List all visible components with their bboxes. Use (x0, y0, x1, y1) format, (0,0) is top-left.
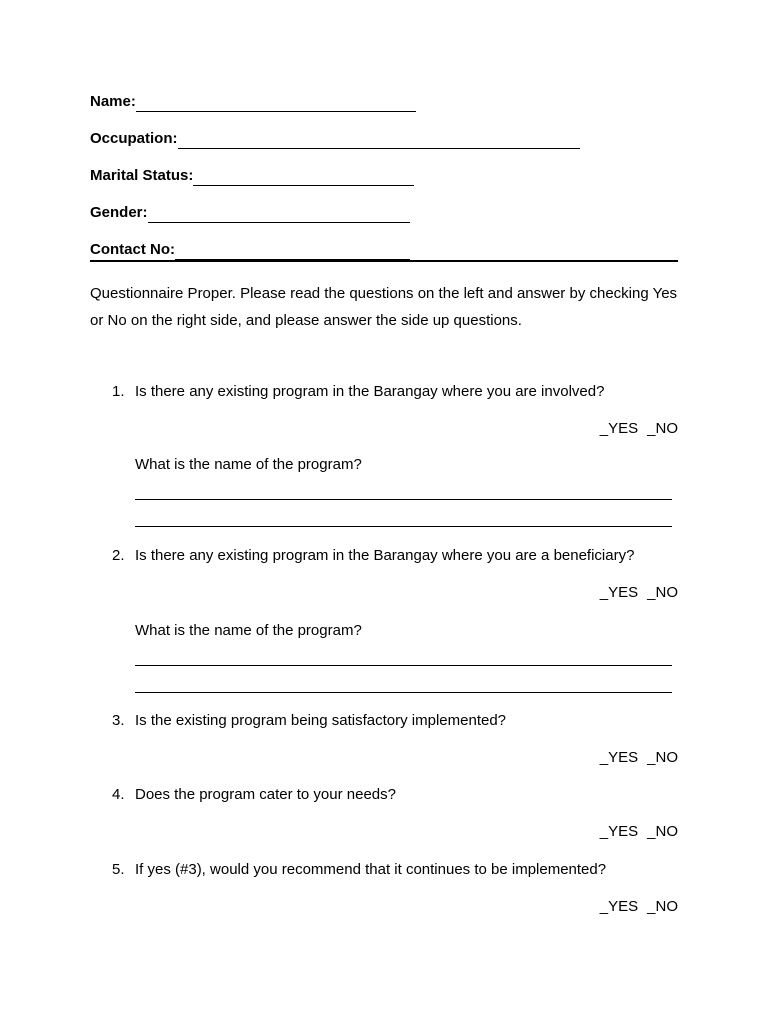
no-option[interactable]: _NO (647, 898, 678, 915)
yes-option[interactable]: _YES (599, 749, 639, 766)
question-5-yes-no (600, 897, 678, 917)
gender-blank-line[interactable] (148, 205, 410, 223)
question-1-followup: What is the name of the program? (135, 456, 362, 473)
question-text: Is there any existing program in the Barangay where you are a beneficiary? (135, 547, 635, 564)
yes-option[interactable]: _YES (599, 823, 639, 840)
question-number: 2. (112, 547, 125, 564)
no-option[interactable]: _NO (647, 420, 678, 437)
question-text: Is there any existing program in the Barangay where you are involved? (135, 383, 605, 400)
contact-no-label: Contact No: (90, 241, 175, 258)
question-2-yes-no (600, 583, 678, 603)
question-4-yes-no (600, 822, 678, 842)
no-option[interactable]: _NO (647, 584, 678, 601)
question-2-followup: What is the name of the program? (135, 622, 362, 639)
yes-option[interactable]: _YES (599, 420, 639, 437)
question-text: If yes (#3), would you recommend that it continues to be implemented? (135, 861, 607, 878)
name-blank-line[interactable] (136, 94, 416, 112)
gender-label: Gender: (90, 204, 148, 221)
question-1-yes-no (600, 419, 678, 439)
question-2-answer-line-2[interactable] (135, 692, 672, 693)
question-number: 5. (112, 861, 125, 878)
yes-option[interactable]: _YES (599, 898, 639, 915)
yes-option[interactable]: _YES (599, 584, 639, 601)
question-text: Is the existing program being satisfactory implemented? (135, 712, 507, 729)
question-3-yes-no (600, 748, 678, 768)
occupation-field (90, 129, 580, 149)
marital-status-blank-line[interactable] (193, 168, 414, 186)
contact-no-field (90, 240, 410, 260)
question-text: Does the program cater to your needs? (135, 786, 396, 803)
occupation-blank-line[interactable] (178, 131, 580, 149)
name-field (90, 92, 416, 112)
question-number: 4. (112, 786, 125, 803)
intro-text: Questionnaire Proper. Please read the questions on the left and answer by checking Yes or No on the right side, and please answer the side up questions. (90, 285, 678, 329)
question-1-answer-line-2[interactable] (135, 526, 672, 527)
occupation-label: Occupation: (90, 130, 178, 147)
gender-field (90, 203, 410, 223)
question-2-answer-line-1[interactable] (135, 665, 672, 666)
contact-no-blank-line[interactable] (175, 242, 410, 260)
marital-status-label: Marital Status: (90, 167, 194, 184)
no-option[interactable]: _NO (647, 749, 678, 766)
question-number: 1. (112, 383, 125, 400)
marital-status-field (90, 166, 414, 186)
no-option[interactable]: _NO (647, 823, 678, 840)
question-1-answer-line-1[interactable] (135, 499, 672, 500)
question-number: 3. (112, 712, 125, 729)
header-divider (90, 260, 678, 262)
name-label: Name: (90, 93, 136, 110)
